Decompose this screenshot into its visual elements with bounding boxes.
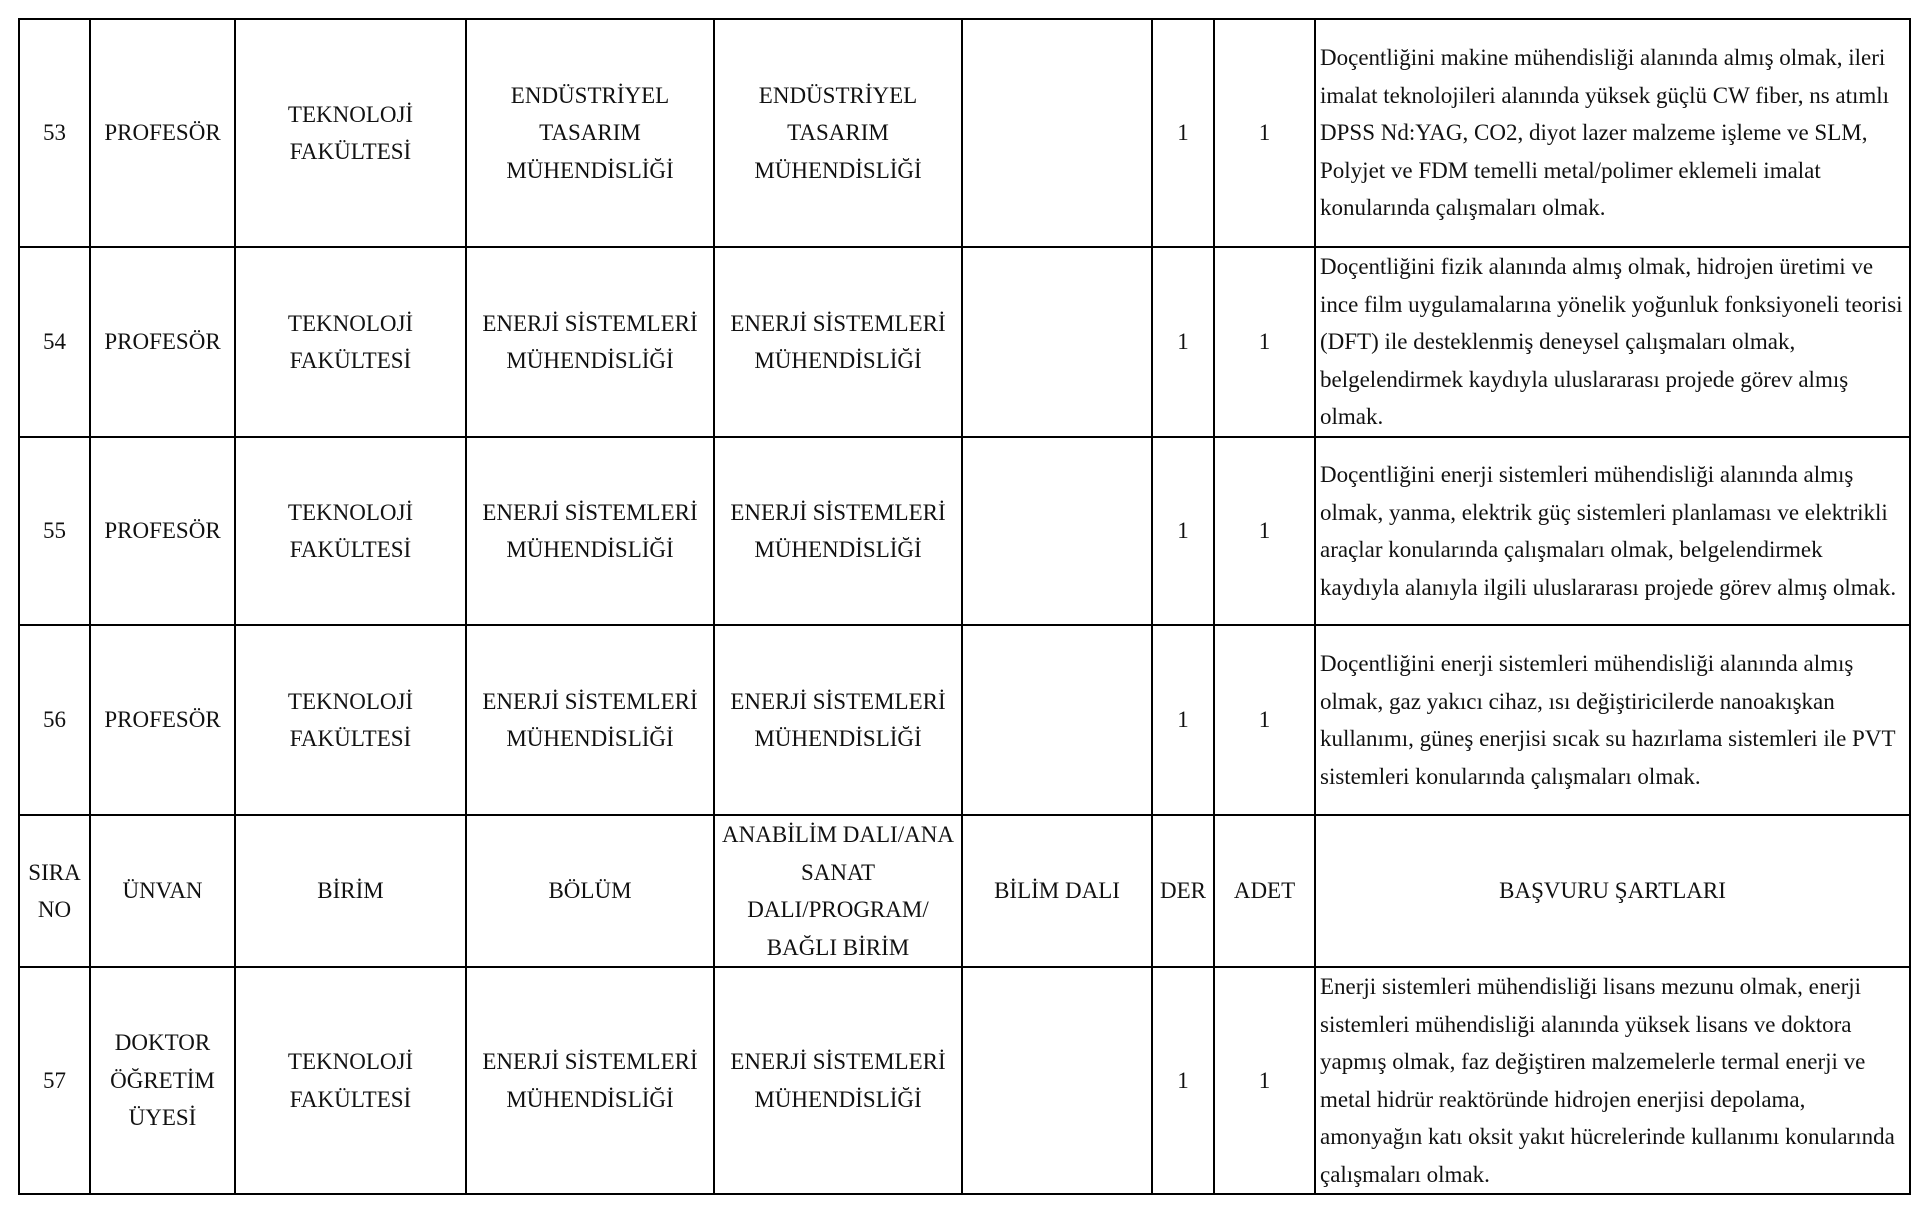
birim: TEKNOLOJİ FAKÜLTESİ: [235, 247, 466, 437]
basvuru-sartlari: Doçentliğini enerji sistemleri mühendisliği alanında almış olmak, gaz yakıcı cihaz, ısı değiştiricilerde nanoakışkan kullanımı, güneş enerjisi sıcak su hazırlama sistemleri ile PVT sistemleri konularında çalışmaları olmak.: [1315, 625, 1910, 815]
birim: TEKNOLOJİ FAKÜLTESİ: [235, 19, 466, 247]
anabilim-dali: ENERJİ SİSTEMLERİ MÜHENDİSLİĞİ: [714, 967, 962, 1194]
header-unvan: ÜNVAN: [90, 815, 235, 967]
anabilim-dali: ENERJİ SİSTEMLERİ MÜHENDİSLİĞİ: [714, 437, 962, 625]
header-row: [19, 815, 1910, 967]
der: 1: [1152, 437, 1214, 625]
basvuru-sartlari: Doçentliğini enerji sistemleri mühendisliği alanında almış olmak, yanma, elektrik güç sistemleri planlaması ve elektrikli araçlar konularında çalışmaları olmak, belgelendirmek kaydıyla alanıyla ilgili uluslararası projede görev almış olmak.: [1315, 437, 1910, 625]
der: 1: [1152, 967, 1214, 1194]
adet: 1: [1214, 437, 1315, 625]
unvan: PROFESÖR: [90, 19, 235, 247]
positions-table: [18, 18, 1911, 1195]
basvuru-sartlari: Doçentliğini makine mühendisliği alanında almış olmak, ileri imalat teknolojileri alanında yüksek güçlü CW fiber, ns atımlı DPSS Nd:YAG, CO2, diyot lazer malzeme işleme ve SLM, Polyjet ve FDM temelli metal/polimer eklemeli imalat konularında çalışmaları olmak.: [1315, 19, 1910, 247]
header-birim: BİRİM: [235, 815, 466, 967]
table-row: [19, 247, 1910, 437]
header-sira-no: SIRA NO: [19, 815, 90, 967]
unvan: PROFESÖR: [90, 247, 235, 437]
adet: 1: [1214, 967, 1315, 1194]
basvuru-sartlari: Enerji sistemleri mühendisliği lisans mezunu olmak, enerji sistemleri mühendisliği alanında yüksek lisans ve doktora yapmış olmak, faz değiştiren malzemelerle termal enerji ve metal hidrür reaktöründe hidrojen enerjisi depolama, amonyağın katı oksit yakıt hücrelerinde kullanımı konularında çalışmaları olmak.: [1315, 967, 1910, 1194]
header-basvuru-sartlari: BAŞVURU ŞARTLARI: [1315, 815, 1910, 967]
bilim-dali: [962, 967, 1152, 1194]
bolum: ENERJİ SİSTEMLERİ MÜHENDİSLİĞİ: [466, 625, 714, 815]
sira-no: 55: [19, 437, 90, 625]
unvan: DOKTOR ÖĞRETİM ÜYESİ: [90, 967, 235, 1194]
table-row: [19, 625, 1910, 815]
birim: TEKNOLOJİ FAKÜLTESİ: [235, 967, 466, 1194]
birim: TEKNOLOJİ FAKÜLTESİ: [235, 625, 466, 815]
bilim-dali: [962, 437, 1152, 625]
header-der: DER: [1152, 815, 1214, 967]
der: 1: [1152, 19, 1214, 247]
bolum: ENERJİ SİSTEMLERİ MÜHENDİSLİĞİ: [466, 247, 714, 437]
header-anabilim: ANABİLİM DALI/ANA SANAT DALI/PROGRAM/ BAĞLI BİRİM: [714, 815, 962, 967]
anabilim-dali: ENDÜSTRİYEL TASARIM MÜHENDİSLİĞİ: [714, 19, 962, 247]
adet: 1: [1214, 247, 1315, 437]
bilim-dali: [962, 247, 1152, 437]
sira-no: 56: [19, 625, 90, 815]
bilim-dali: [962, 19, 1152, 247]
anabilim-dali: ENERJİ SİSTEMLERİ MÜHENDİSLİĞİ: [714, 247, 962, 437]
table-row: [19, 437, 1910, 625]
sira-no: 53: [19, 19, 90, 247]
bolum: ENDÜSTRİYEL TASARIM MÜHENDİSLİĞİ: [466, 19, 714, 247]
adet: 1: [1214, 19, 1315, 247]
basvuru-sartlari: Doçentliğini fizik alanında almış olmak, hidrojen üretimi ve ince film uygulamalarına yönelik yoğunluk fonksiyoneli teorisi (DFT) ile desteklenmiş deneysel çalışmaları olmak, belgelendirmek kaydıyla uluslararası projede görev almış olmak.: [1315, 247, 1910, 437]
sira-no: 57: [19, 967, 90, 1194]
bolum: ENERJİ SİSTEMLERİ MÜHENDİSLİĞİ: [466, 437, 714, 625]
sira-no: 54: [19, 247, 90, 437]
header-bilim-dali: BİLİM DALI: [962, 815, 1152, 967]
unvan: PROFESÖR: [90, 437, 235, 625]
bilim-dali: [962, 625, 1152, 815]
adet: 1: [1214, 625, 1315, 815]
birim: TEKNOLOJİ FAKÜLTESİ: [235, 437, 466, 625]
der: 1: [1152, 247, 1214, 437]
header-adet: ADET: [1214, 815, 1315, 967]
der: 1: [1152, 625, 1214, 815]
table-row: [19, 967, 1910, 1194]
header-bolum: BÖLÜM: [466, 815, 714, 967]
table-row: [19, 19, 1910, 247]
anabilim-dali: ENERJİ SİSTEMLERİ MÜHENDİSLİĞİ: [714, 625, 962, 815]
bolum: ENERJİ SİSTEMLERİ MÜHENDİSLİĞİ: [466, 967, 714, 1194]
unvan: PROFESÖR: [90, 625, 235, 815]
